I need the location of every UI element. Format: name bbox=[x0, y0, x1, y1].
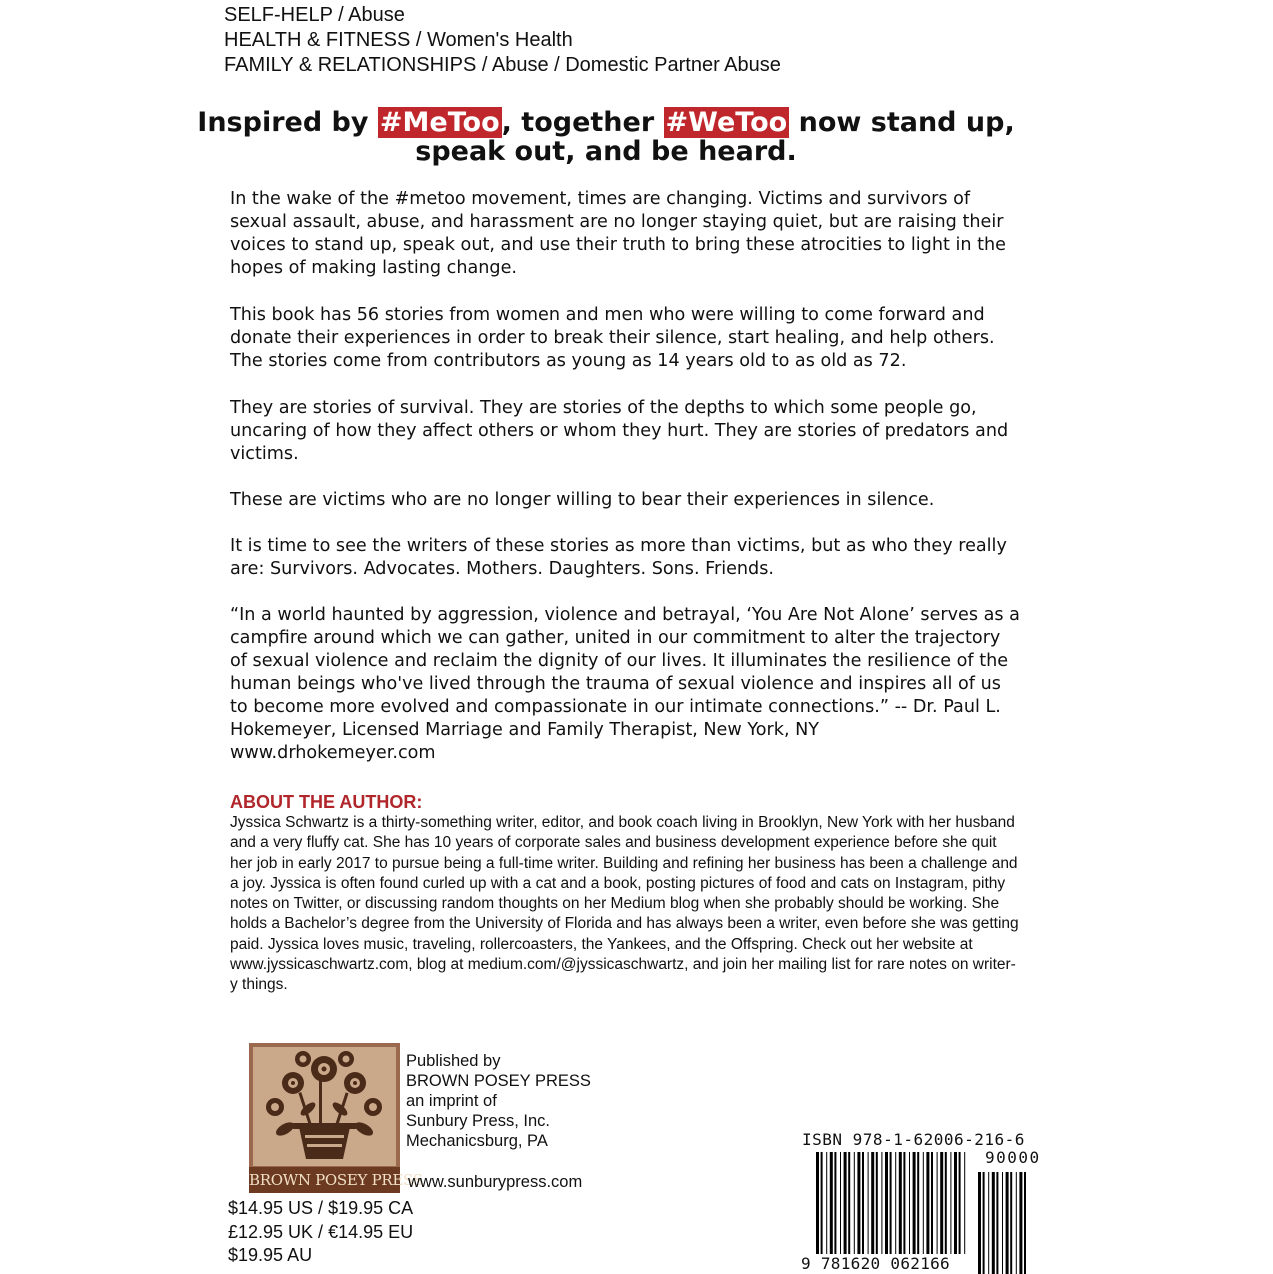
barcode-bar bbox=[862, 1152, 864, 1258]
barcode-bar bbox=[848, 1152, 850, 1258]
barcode-bar bbox=[868, 1152, 869, 1258]
price-line: $19.95 AU bbox=[228, 1245, 313, 1265]
publisher-line: BROWN POSEY PRESS bbox=[406, 1072, 591, 1090]
barcode-bar bbox=[899, 1152, 902, 1258]
barcode-bar bbox=[909, 1152, 910, 1258]
about-body: Jyssica Schwartz is a thirty-something writer, editor, and book coach living in Brooklyn, New York with her husband and a very fluffy cat. She has 10 years of corporate sales and business development experience before she quit her job in early 2017 to pursue being a full-time writer. Building and refining her business has been a challenge and a joy. Jyssica is often found curled up with a cat and a book, posting pictures of food and cats on Instagram, pithy notes on Twitter, or discussing random thoughts on her Medium blog when she probably should be working. She holds a Bachelor’s degree from the University of Florida and has always been a writer, even before she was getting paid. Jyssica loves music, traveling, rollercoasters, the Yankees, and the Offspring. Check out her website at www.jyssicaschwartz.com, blog at medium.com/@jyssicaschwartz, and join her mailing list for rare notes on writer-y things. bbox=[230, 814, 1019, 994]
publisher-line: Mechanicsburg, PA bbox=[406, 1132, 548, 1150]
about-heading: ABOUT THE AUTHOR: bbox=[230, 792, 423, 812]
barcode-bar bbox=[940, 1152, 943, 1258]
flower-basket-woodcut-icon bbox=[253, 1047, 396, 1166]
publisher-logo bbox=[249, 1043, 423, 1193]
blurb-paragraph-2 bbox=[230, 304, 1020, 373]
barcode-bar bbox=[840, 1152, 841, 1258]
publisher-line: an imprint of bbox=[406, 1092, 497, 1110]
headline-text: Inspired by bbox=[197, 107, 378, 138]
price-list bbox=[228, 1197, 413, 1268]
publisher-website: www.sunburypress.com bbox=[408, 1173, 583, 1191]
barcode-bar bbox=[890, 1152, 892, 1258]
headline bbox=[0, 108, 1212, 166]
barcode-bar bbox=[881, 1152, 882, 1258]
barcode-bar bbox=[926, 1152, 929, 1258]
barcode-bar bbox=[854, 1152, 855, 1258]
barcode-bar bbox=[1019, 1172, 1022, 1274]
barcode-bar bbox=[931, 1152, 933, 1258]
barcode-bar bbox=[923, 1152, 924, 1258]
barcode-bar bbox=[1024, 1172, 1026, 1274]
barcode-bar bbox=[983, 1172, 985, 1274]
barcode-bar bbox=[816, 1152, 819, 1258]
publisher-line: Sunbury Press, Inc. bbox=[406, 1112, 550, 1130]
category-list bbox=[224, 3, 781, 78]
barcode-bar bbox=[826, 1152, 827, 1258]
barcode-bar bbox=[895, 1152, 896, 1258]
endorsement-quote bbox=[230, 604, 1020, 765]
barcode-bar bbox=[830, 1152, 833, 1258]
paragraph-text: This book has 56 stories from women and men who were willing to come forward and donate their experiences in order to break their silence, start healing, and help others. The stories come from contributors as young as 14 years old to as old as 72. bbox=[230, 305, 995, 371]
blurb-paragraph-5 bbox=[230, 535, 1020, 581]
barcode-bar bbox=[885, 1152, 888, 1258]
logo-wordmark: BROWN POSEY PRESS bbox=[249, 1167, 400, 1193]
headline-text: now stand up, bbox=[789, 107, 1015, 138]
wetoo-hashtag: #WeToo bbox=[665, 107, 788, 138]
barcode-bar bbox=[937, 1152, 938, 1258]
barcode-bar bbox=[834, 1152, 836, 1258]
quote-text: “In a world haunted by aggression, violence and betrayal, ‘You Are Not Alone’ serves as a campfire around which we can gather, united in our commitment to alter the trajectory of sexual violence and reclaim the dignity of our lives. It illuminates the resilience of the human beings who've lived through the trauma of sexual violence and inspires all of us to become more evolved and compassionate in our intimate connections.” -- Dr. Paul L. Hokemeyer, Licensed Marriage and Family Therapist, New York, NY www.drhokemeyer.com bbox=[230, 605, 1020, 763]
barcode-bar bbox=[857, 1152, 860, 1258]
category-line: SELF-HELP / Abuse bbox=[224, 4, 405, 26]
barcode-bar bbox=[871, 1152, 874, 1258]
isbn-label: ISBN 978-1-62006-216-6 bbox=[802, 1130, 1025, 1149]
publisher-line: Published by bbox=[406, 1052, 501, 1070]
barcode-bar bbox=[876, 1152, 878, 1258]
price-line: $14.95 US / $19.95 CA bbox=[228, 1198, 414, 1218]
addon-number: 90000 bbox=[985, 1148, 1041, 1167]
blurb-paragraph-1 bbox=[230, 188, 1020, 280]
barcode-bar bbox=[954, 1152, 957, 1258]
paragraph-text: In the wake of the #metoo movement, times are changing. Victims and survivors of sexual assault, abuse, and harassment are no longer staying quiet, but are raising their voices to stand up, speak out, and use their truth to bring these atrocities to light in the hopes of making lasting change. bbox=[230, 189, 1006, 278]
category-line: FAMILY & RELATIONSHIPS / Abuse / Domestic Partner Abuse bbox=[224, 54, 781, 76]
category-line: HEALTH & FITNESS / Women's Health bbox=[224, 29, 573, 51]
barcode-bar bbox=[992, 1172, 995, 1274]
paragraph-text: They are stories of survival. They are stories of the depths to which some people go, uncaring of how they affect others or whom they hurt. They are stories of predators and victims. bbox=[230, 398, 1009, 464]
barcode-bar bbox=[1006, 1172, 1009, 1274]
about-the-author bbox=[230, 791, 1020, 996]
barcode-bar bbox=[1016, 1172, 1017, 1274]
ean-digits: 9 781620 062166 bbox=[801, 1254, 967, 1273]
headline-line-1 bbox=[0, 108, 1212, 137]
blurb-paragraph-4 bbox=[230, 489, 1020, 512]
publisher-info bbox=[406, 1051, 591, 1151]
paragraph-text: It is time to see the writers of these stories as more than victims, but as who they really are: Survivors. Advocates. Mothers. Daughters. Sons. Friends. bbox=[230, 536, 1007, 579]
barcode-bar bbox=[945, 1152, 947, 1258]
barcode-bar bbox=[917, 1152, 919, 1258]
barcode-bar bbox=[821, 1152, 823, 1258]
headline-line-2: speak out, and be heard. bbox=[415, 136, 797, 167]
barcode-bar bbox=[996, 1172, 998, 1274]
barcode-bar bbox=[950, 1152, 951, 1258]
barcode-bar bbox=[959, 1152, 961, 1258]
blurb-paragraph-3 bbox=[230, 397, 1020, 466]
headline-text: , together bbox=[501, 107, 664, 138]
price-line: £12.95 UK / €14.95 EU bbox=[228, 1221, 414, 1242]
barcode-bar bbox=[1010, 1172, 1012, 1274]
metoo-hashtag: #MeToo bbox=[379, 107, 500, 138]
barcode-bar bbox=[978, 1172, 981, 1274]
barcode-bar bbox=[913, 1152, 916, 1258]
barcode-bar bbox=[964, 1152, 965, 1258]
barcode-bar bbox=[988, 1172, 989, 1274]
barcode-bar bbox=[1002, 1172, 1003, 1274]
barcode-bar bbox=[903, 1152, 905, 1258]
barcode-bar bbox=[844, 1152, 847, 1258]
paragraph-text: These are victims who are no longer willing to bear their experiences in silence. bbox=[230, 490, 935, 510]
